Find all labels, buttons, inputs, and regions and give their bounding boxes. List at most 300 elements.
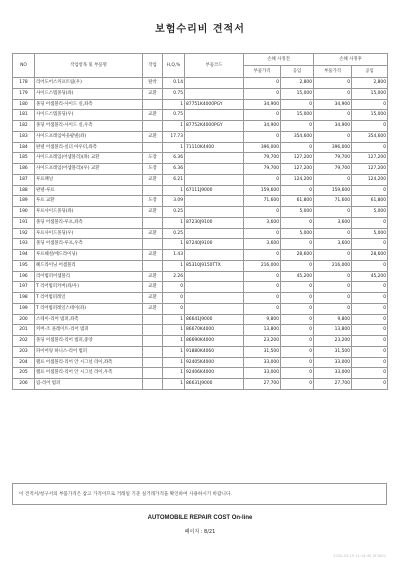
cell-l2: 5,000 xyxy=(352,207,388,218)
cell-l1: 0 xyxy=(281,185,314,196)
cell-p1: 0 xyxy=(244,228,281,239)
cell-item: 커버-조 플레이트-리어 범퍼 xyxy=(35,325,143,336)
cell-code xyxy=(185,250,244,261)
header-labor: 공임 xyxy=(281,66,314,78)
cell-hq: 1 xyxy=(163,260,185,271)
cell-p1: 33,000 xyxy=(244,357,281,368)
header-no: NO xyxy=(13,54,35,78)
cell-p2: 0 xyxy=(314,207,352,218)
cell-l2: 0 xyxy=(352,142,388,153)
document-title: 보험수리비 견적서 xyxy=(155,24,245,35)
cell-p1: 79,700 xyxy=(244,153,281,164)
cell-code xyxy=(185,131,244,142)
cell-no: 180 xyxy=(13,99,35,110)
cell-l2: 0 xyxy=(352,282,388,293)
cell-p2: 216,000 xyxy=(314,260,352,271)
cell-work: 교환 xyxy=(143,293,163,304)
cell-no: 186 xyxy=(13,164,35,175)
cell-l2: 0 xyxy=(352,368,388,379)
cell-hq: 1 xyxy=(163,314,185,325)
cell-p1: 0 xyxy=(244,207,281,218)
cell-hq: 1 xyxy=(163,346,185,357)
cell-p2: 0 xyxy=(314,110,352,121)
cell-p1: 396,000 xyxy=(244,142,281,153)
header-after-adjust: 손해 사정후 xyxy=(314,54,388,66)
cell-code: 87752K4000PGY xyxy=(185,121,244,132)
cell-no: 188 xyxy=(13,185,35,196)
print-timestamp: 2020-03-19 11:14:40 AT1801 xyxy=(333,554,386,558)
cell-work: 교환 xyxy=(143,110,163,121)
cell-item: T 리어범퍼레일스테이(좌) xyxy=(35,303,143,314)
cell-code: 86670K4000 xyxy=(185,325,244,336)
cell-l2: 127,200 xyxy=(352,153,388,164)
cell-p1: 0 xyxy=(244,271,281,282)
cell-no: 198 xyxy=(13,293,35,304)
cell-hq: 1 xyxy=(163,368,185,379)
cell-item: 몰딩 어셈블리-루프,좌측 xyxy=(35,217,143,228)
cell-l1: 5,000 xyxy=(281,228,314,239)
cell-l2: 124,200 xyxy=(352,174,388,185)
cell-item: 램프 어셈블리-리어 안 시그널 라이,우측 xyxy=(35,368,143,379)
cell-hq: 0.14 xyxy=(163,78,185,89)
table-row xyxy=(13,336,388,347)
cell-l1: 0 xyxy=(281,121,314,132)
table-row xyxy=(13,346,388,357)
cell-l1: 0 xyxy=(281,99,314,110)
header-code: 부품코드 xyxy=(185,54,244,78)
cell-no: 179 xyxy=(13,88,35,99)
table-row xyxy=(13,153,388,164)
cell-no: 199 xyxy=(13,303,35,314)
cell-p1: 0 xyxy=(244,293,281,304)
cell-p2: 33,000 xyxy=(314,368,352,379)
cell-no: 197 xyxy=(13,282,35,293)
cell-l2: 0 xyxy=(352,379,388,390)
cell-no: 200 xyxy=(13,314,35,325)
cell-code xyxy=(185,228,244,239)
cell-l1: 0 xyxy=(281,379,314,390)
cell-p2: 34,900 xyxy=(314,121,352,132)
table-row xyxy=(13,228,388,239)
cell-hq: 0.75 xyxy=(163,88,185,99)
cell-code xyxy=(185,174,244,185)
footer-brand: AUTOMOBILE REPAIR COST On-line xyxy=(147,515,253,521)
table-row xyxy=(13,78,388,89)
cell-l1: 0 xyxy=(281,368,314,379)
cell-no: 204 xyxy=(13,357,35,368)
cell-code xyxy=(185,271,244,282)
cell-work: 교환 xyxy=(143,88,163,99)
cell-l1: 0 xyxy=(281,336,314,347)
cell-work xyxy=(143,121,163,132)
cell-hq: 0.25 xyxy=(163,207,185,218)
cell-code xyxy=(185,78,244,89)
cell-work xyxy=(143,368,163,379)
cell-l2: 45,200 xyxy=(352,271,388,282)
cell-p2: 71,600 xyxy=(314,196,352,207)
cell-work xyxy=(143,357,163,368)
cell-work xyxy=(143,325,163,336)
cell-code: 92405K4000 xyxy=(185,357,244,368)
cell-item: 사이드프레임(어셈블리)(좌) 교환 xyxy=(35,153,143,164)
cell-p2: 9,800 xyxy=(314,314,352,325)
cell-l1: 5,000 xyxy=(281,207,314,218)
cell-no: 181 xyxy=(13,110,35,121)
cell-p1: 33,000 xyxy=(244,368,281,379)
cell-l2: 0 xyxy=(352,314,388,325)
cell-item: 판넬-루프 xyxy=(35,185,143,196)
cell-hq: 1 xyxy=(163,336,185,347)
cell-item: 립-리어 범퍼 xyxy=(35,379,143,390)
cell-l1: 45,200 xyxy=(281,271,314,282)
cell-work xyxy=(143,336,163,347)
cell-no: 189 xyxy=(13,196,35,207)
cell-work xyxy=(143,142,163,153)
table-row xyxy=(13,196,388,207)
table-row xyxy=(13,314,388,325)
price-notice: 이 견적서/청구서의 부품가격은 참고 가격이므로 거래일 기준 실거래가격을 확인하여 사용하시기 바랍니다. xyxy=(12,483,387,505)
table-row xyxy=(13,239,388,250)
cell-item: 몰딩 어셈블리-루프,우측 xyxy=(35,239,143,250)
cell-p1: 0 xyxy=(244,174,281,185)
cell-l1: 127,200 xyxy=(281,153,314,164)
cell-work: 교환 xyxy=(143,303,163,314)
cell-l1: 15,000 xyxy=(281,110,314,121)
cell-p2: 79,700 xyxy=(314,164,352,175)
cell-no: 205 xyxy=(13,368,35,379)
cell-hq: 6.21 xyxy=(163,174,185,185)
cell-p2: 0 xyxy=(314,78,352,89)
cell-hq: 1 xyxy=(163,99,185,110)
cell-p2: 0 xyxy=(314,303,352,314)
cell-item: 몰딩 어셈블리-리어 범퍼,중앙 xyxy=(35,336,143,347)
cell-hq: 1 xyxy=(163,357,185,368)
cell-p2: 0 xyxy=(314,293,352,304)
cell-work: 교환 xyxy=(143,131,163,142)
cell-work: 교환 xyxy=(143,250,163,261)
table-row xyxy=(13,121,388,132)
cell-p2: 27,700 xyxy=(314,379,352,390)
cell-hq: 0.25 xyxy=(163,228,185,239)
cell-item: T 리어범퍼커버(좌/우) xyxy=(35,282,143,293)
cell-l1: 127,200 xyxy=(281,164,314,175)
cell-p2: 3,600 xyxy=(314,217,352,228)
cell-p1: 79,700 xyxy=(244,164,281,175)
table-row xyxy=(13,293,388,304)
cell-l2: 0 xyxy=(352,239,388,250)
cell-p2: 0 xyxy=(314,282,352,293)
cell-l2: 0 xyxy=(352,357,388,368)
cell-work: 교환 xyxy=(143,207,163,218)
cell-hq: 2.26 xyxy=(163,271,185,282)
cell-hq: 1 xyxy=(163,325,185,336)
table-row xyxy=(13,142,388,153)
cell-l1: 0 xyxy=(281,217,314,228)
cell-l1: 0 xyxy=(281,260,314,271)
cell-l1: 15,000 xyxy=(281,88,314,99)
cell-l2: 0 xyxy=(352,217,388,228)
cell-code xyxy=(185,153,244,164)
cell-l1: 124,200 xyxy=(281,174,314,185)
cell-l2: 15,000 xyxy=(352,110,388,121)
cell-l1: 2,800 xyxy=(281,78,314,89)
cell-l2: 2,800 xyxy=(352,78,388,89)
cell-work: 교환 xyxy=(143,174,163,185)
cell-p1: 31,500 xyxy=(244,346,281,357)
cell-l2: 0 xyxy=(352,260,388,271)
cell-code: 91880K4060 xyxy=(185,346,244,357)
cell-no: 190 xyxy=(13,207,35,218)
cell-no: 195 xyxy=(13,260,35,271)
cell-l2: 0 xyxy=(352,293,388,304)
cell-hq: 1 xyxy=(163,142,185,153)
table-row xyxy=(13,303,388,314)
cell-hq: 0 xyxy=(163,293,185,304)
cell-item: 사이드스텝몰딩(좌) xyxy=(35,88,143,99)
cell-l1: 0 xyxy=(281,293,314,304)
cell-no: 187 xyxy=(13,174,35,185)
cell-l2: 61,800 xyxy=(352,196,388,207)
cell-hq: 0 xyxy=(163,303,185,314)
cell-p1: 216,000 xyxy=(244,260,281,271)
cell-l1: 0 xyxy=(281,282,314,293)
table-row xyxy=(13,282,388,293)
cell-work: 교환 xyxy=(143,228,163,239)
cell-l2: 28,600 xyxy=(352,250,388,261)
cell-p1: 27,700 xyxy=(244,379,281,390)
cell-p1: 0 xyxy=(244,88,281,99)
cell-p2: 396,000 xyxy=(314,142,352,153)
cell-item: 스테이-리어 범퍼,좌측 xyxy=(35,314,143,325)
cell-p1: 13,800 xyxy=(244,325,281,336)
cell-no: 192 xyxy=(13,228,35,239)
cell-no: 196 xyxy=(13,271,35,282)
cell-l1: 0 xyxy=(281,325,314,336)
cell-code xyxy=(185,88,244,99)
cell-p1: 0 xyxy=(244,303,281,314)
cell-hq: 1 xyxy=(163,217,185,228)
cell-p1: 71,600 xyxy=(244,196,281,207)
table-row xyxy=(13,174,388,185)
cell-work xyxy=(143,346,163,357)
cell-work xyxy=(143,379,163,390)
table-row xyxy=(13,250,388,261)
cell-work: 도장 xyxy=(143,153,163,164)
cell-code xyxy=(185,293,244,304)
cell-code xyxy=(185,196,244,207)
cell-hq: 1 xyxy=(163,379,185,390)
table-row xyxy=(13,260,388,271)
cell-work: 도장 xyxy=(143,196,163,207)
cell-code xyxy=(185,303,244,314)
cell-work xyxy=(143,260,163,271)
table-row xyxy=(13,325,388,336)
cell-hq: 17.73 xyxy=(163,131,185,142)
cell-code xyxy=(185,110,244,121)
cell-code xyxy=(185,164,244,175)
cell-l1: 0 xyxy=(281,239,314,250)
cell-item: 루프사이드몰딩(우) xyxy=(35,228,143,239)
table-row xyxy=(13,368,388,379)
cell-no: 193 xyxy=(13,239,35,250)
cell-work xyxy=(143,185,163,196)
cell-p2: 13,800 xyxy=(314,325,352,336)
cell-item: 몰딩 어셈블리-사이드 실,좌측 xyxy=(35,99,143,110)
cell-item: 루프패널 xyxy=(35,174,143,185)
cell-work: 교환 xyxy=(143,282,163,293)
cell-item: 몰딩 어셈블리-사이드 실,우측 xyxy=(35,121,143,132)
cell-no: 185 xyxy=(13,153,35,164)
estimate-table xyxy=(12,53,388,390)
cell-code xyxy=(185,207,244,218)
table-row xyxy=(13,379,388,390)
cell-code: 87230J9100 xyxy=(185,217,244,228)
header-part-price: 부품가격 xyxy=(244,66,281,78)
cell-l1: 0 xyxy=(281,357,314,368)
cell-code: 87240J9100 xyxy=(185,239,244,250)
cell-item: 사이드프레임아웃팡넬(좌) xyxy=(35,131,143,142)
cell-code: 67111J9000 xyxy=(185,185,244,196)
cell-no: 203 xyxy=(13,346,35,357)
cell-p1: 23,200 xyxy=(244,336,281,347)
cell-item: 리어범퍼어셈블리 xyxy=(35,271,143,282)
cell-work: 도장 xyxy=(143,164,163,175)
cell-code: 87751K4000PGY xyxy=(185,99,244,110)
header-before-adjust: 손해 사정전 xyxy=(244,54,314,66)
header-hq: H,Q,% xyxy=(163,54,185,78)
cell-item: T 리어범퍼레일 xyxy=(35,293,143,304)
page-number: 페이지 : 8/21 xyxy=(184,529,216,535)
cell-work xyxy=(143,314,163,325)
cell-p1: 0 xyxy=(244,282,281,293)
table-row xyxy=(13,131,388,142)
cell-item: 헤드라이닝 어셈블리 xyxy=(35,260,143,271)
cell-item: 사이드프레임(어셈블리)(우) 교환 xyxy=(35,164,143,175)
header-labor: 공임 xyxy=(352,66,388,78)
cell-item: 루프 교환 xyxy=(35,196,143,207)
cell-p1: 34,900 xyxy=(244,99,281,110)
cell-l2: 0 xyxy=(352,325,388,336)
cell-l2: 0 xyxy=(352,346,388,357)
header-item: 작업항목 및 부품명 xyxy=(35,54,143,78)
cell-p2: 23,200 xyxy=(314,336,352,347)
table-row xyxy=(13,271,388,282)
cell-l2: 15,000 xyxy=(352,88,388,99)
cell-code: 71110K4400 xyxy=(185,142,244,153)
cell-p1: 9,800 xyxy=(244,314,281,325)
cell-p1: 0 xyxy=(244,110,281,121)
cell-l2: 0 xyxy=(352,303,388,314)
cell-l2: 0 xyxy=(352,185,388,196)
cell-code: 86631J9000 xyxy=(185,379,244,390)
cell-work xyxy=(143,239,163,250)
cell-hq: 3.09 xyxy=(163,196,185,207)
cell-item: 램프 어셈블리-리어 안 시그널 라이,좌측 xyxy=(35,357,143,368)
cell-item: 파이어링 하니스-리어 범퍼 xyxy=(35,346,143,357)
cell-work xyxy=(143,217,163,228)
cell-no: 183 xyxy=(13,131,35,142)
table-row xyxy=(13,164,388,175)
cell-p1: 0 xyxy=(244,131,281,142)
cell-no: 178 xyxy=(13,78,35,89)
cell-l1: 0 xyxy=(281,142,314,153)
cell-hq: 6.36 xyxy=(163,153,185,164)
cell-l2: 127,200 xyxy=(352,164,388,175)
cell-no: 182 xyxy=(13,121,35,132)
cell-l2: 0 xyxy=(352,99,388,110)
table-row xyxy=(13,99,388,110)
cell-p1: 3,600 xyxy=(244,217,281,228)
cell-hq: 0 xyxy=(163,282,185,293)
cell-item: 루프사이드몰딩(좌) xyxy=(35,207,143,218)
cell-item: 리어도어스커프트림(우) xyxy=(35,78,143,89)
cell-l1: 28,600 xyxy=(281,250,314,261)
header-work: 작업 xyxy=(143,54,163,78)
cell-hq: 1 xyxy=(163,121,185,132)
cell-p1: 159,600 xyxy=(244,185,281,196)
cell-p1: 3,600 xyxy=(244,239,281,250)
cell-l2: 354,600 xyxy=(352,131,388,142)
cell-hq: 0.75 xyxy=(163,110,185,121)
table-row xyxy=(13,185,388,196)
cell-p2: 33,000 xyxy=(314,357,352,368)
cell-code: 92406K4000 xyxy=(185,368,244,379)
cell-code: 86690K4000 xyxy=(185,336,244,347)
cell-p2: 0 xyxy=(314,250,352,261)
cell-l1: 0 xyxy=(281,346,314,357)
cell-work xyxy=(143,99,163,110)
cell-no: 206 xyxy=(13,379,35,390)
table-row xyxy=(13,110,388,121)
cell-no: 201 xyxy=(13,325,35,336)
cell-hq: 6.36 xyxy=(163,164,185,175)
cell-p2: 159,600 xyxy=(314,185,352,196)
cell-item: 판넬 어셈블리-실더 아우터,좌측 xyxy=(35,142,143,153)
cell-l1: 0 xyxy=(281,303,314,314)
cell-p2: 0 xyxy=(314,88,352,99)
cell-work: 교환 xyxy=(143,271,163,282)
cell-l1: 0 xyxy=(281,314,314,325)
table-row xyxy=(13,207,388,218)
cell-code: 86641J9000 xyxy=(185,314,244,325)
cell-p1: 34,900 xyxy=(244,121,281,132)
table-row xyxy=(13,88,388,99)
cell-code xyxy=(185,282,244,293)
cell-item: 루프헤설/에드라이닝) xyxy=(35,250,143,261)
cell-item: 사이드스텝몰딩(우) xyxy=(35,110,143,121)
table-row xyxy=(13,217,388,228)
cell-p2: 0 xyxy=(314,271,352,282)
cell-l2: 0 xyxy=(352,336,388,347)
cell-no: 191 xyxy=(13,217,35,228)
cell-p2: 3,600 xyxy=(314,239,352,250)
cell-hq: 1 xyxy=(163,185,185,196)
cell-l2: 5,000 xyxy=(352,228,388,239)
cell-hq: 1.43 xyxy=(163,250,185,261)
table-row xyxy=(13,357,388,368)
cell-work: 탈착 xyxy=(143,78,163,89)
cell-p2: 0 xyxy=(314,131,352,142)
cell-code: 85310J9150TTX xyxy=(185,260,244,271)
cell-p2: 79,700 xyxy=(314,153,352,164)
cell-p2: 0 xyxy=(314,228,352,239)
cell-p2: 31,500 xyxy=(314,346,352,357)
cell-l1: 354,600 xyxy=(281,131,314,142)
cell-p1: 0 xyxy=(244,250,281,261)
cell-l2: 0 xyxy=(352,121,388,132)
cell-l1: 61,800 xyxy=(281,196,314,207)
header-part-price: 부품가격 xyxy=(314,66,352,78)
